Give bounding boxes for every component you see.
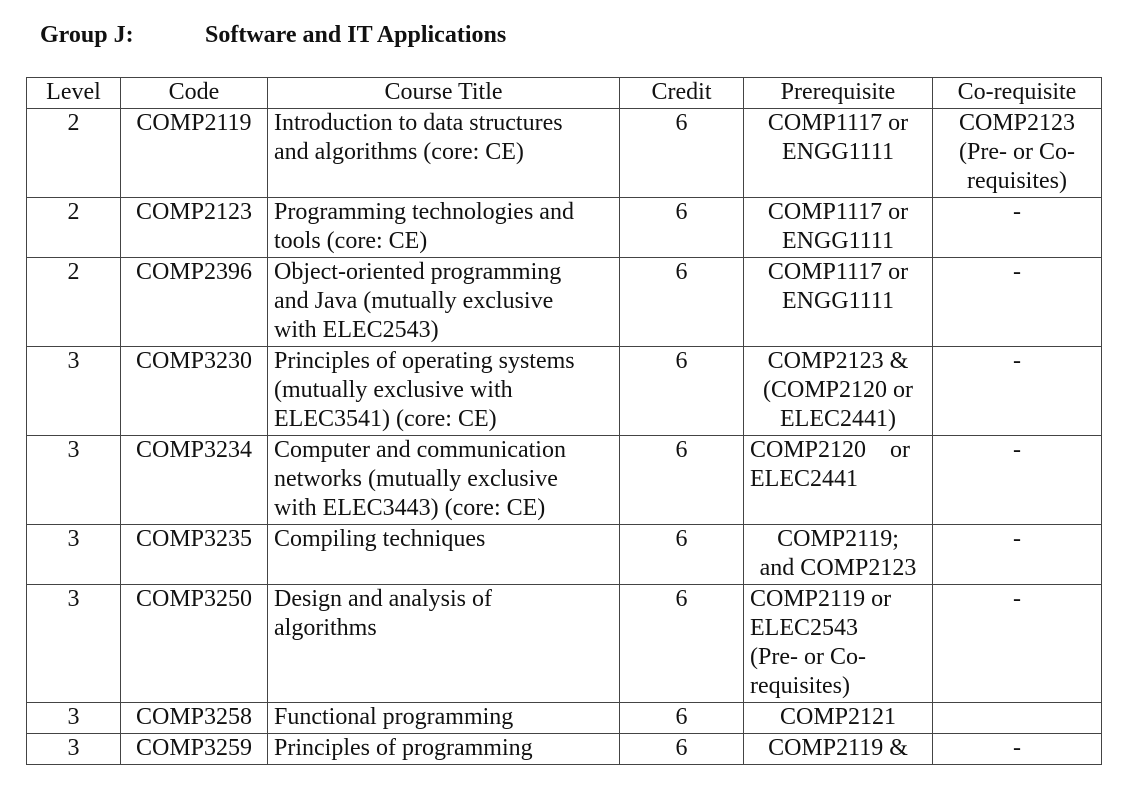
level-cell: 3 <box>27 703 121 734</box>
corequisite-cell: - <box>933 198 1102 258</box>
credit-cell: 6 <box>620 258 744 347</box>
corequisite-cell: - <box>933 734 1102 765</box>
column-header-code: Code <box>121 78 268 109</box>
corequisite-cell <box>933 703 1102 734</box>
group-heading <box>40 20 506 50</box>
credit-cell: 6 <box>620 734 744 765</box>
prerequisite-cell: COMP2119; and COMP2123 <box>744 525 933 585</box>
credit-cell: 6 <box>620 525 744 585</box>
column-header-corequisite: Co-requisite <box>933 78 1102 109</box>
level-cell: 3 <box>27 734 121 765</box>
corequisite-cell: COMP2123 (Pre- or Co- requisites) <box>933 109 1102 198</box>
level-cell: 2 <box>27 258 121 347</box>
title-cell: Introduction to data structures and algorithms (core: CE) <box>268 109 620 198</box>
level-cell: 3 <box>27 347 121 436</box>
table-row <box>27 585 1102 703</box>
prerequisite-cell: COMP2120 or ELEC2441 <box>744 436 933 525</box>
code-cell: COMP3234 <box>121 436 268 525</box>
title-cell: Object-oriented programming and Java (mutually exclusive with ELEC2543) <box>268 258 620 347</box>
table-row <box>27 703 1102 734</box>
table-row <box>27 525 1102 585</box>
table-header-row <box>27 78 1102 109</box>
table-row <box>27 347 1102 436</box>
prerequisite-cell: COMP2121 <box>744 703 933 734</box>
course-table <box>26 77 1102 765</box>
title-cell: Compiling techniques <box>268 525 620 585</box>
title-cell: Computer and communication networks (mutually exclusive with ELEC3443) (core: CE) <box>268 436 620 525</box>
prerequisite-cell: COMP2119 or ELEC2543 (Pre- or Co- requisites) <box>744 585 933 703</box>
column-header-title: Course Title <box>268 78 620 109</box>
title-cell: Programming technologies and tools (core: CE) <box>268 198 620 258</box>
corequisite-cell: - <box>933 525 1102 585</box>
table-row <box>27 734 1102 765</box>
group-title: Software and IT Applications <box>205 22 507 48</box>
corequisite-cell: - <box>933 258 1102 347</box>
code-cell: COMP2123 <box>121 198 268 258</box>
table-row <box>27 198 1102 258</box>
prerequisite-cell: COMP2119 & <box>744 734 933 765</box>
code-cell: COMP3258 <box>121 703 268 734</box>
table-row <box>27 436 1102 525</box>
prerequisite-cell: COMP2123 & (COMP2120 or ELEC2441) <box>744 347 933 436</box>
column-header-level: Level <box>27 78 121 109</box>
prerequisite-cell: COMP1117 or ENGG1111 <box>744 258 933 347</box>
title-cell: Functional programming <box>268 703 620 734</box>
level-cell: 3 <box>27 525 121 585</box>
table-row <box>27 258 1102 347</box>
code-cell: COMP3230 <box>121 347 268 436</box>
title-cell: Design and analysis of algorithms <box>268 585 620 703</box>
code-cell: COMP3259 <box>121 734 268 765</box>
credit-cell: 6 <box>620 347 744 436</box>
level-cell: 3 <box>27 436 121 525</box>
table-row <box>27 109 1102 198</box>
group-label: Group J: <box>40 22 134 48</box>
code-cell: COMP2396 <box>121 258 268 347</box>
code-cell: COMP3250 <box>121 585 268 703</box>
level-cell: 2 <box>27 198 121 258</box>
level-cell: 3 <box>27 585 121 703</box>
code-cell: COMP2119 <box>121 109 268 198</box>
credit-cell: 6 <box>620 703 744 734</box>
title-cell: Principles of programming <box>268 734 620 765</box>
level-cell: 2 <box>27 109 121 198</box>
credit-cell: 6 <box>620 585 744 703</box>
credit-cell: 6 <box>620 198 744 258</box>
corequisite-cell: - <box>933 436 1102 525</box>
title-cell: Principles of operating systems (mutually exclusive with ELEC3541) (core: CE) <box>268 347 620 436</box>
credit-cell: 6 <box>620 109 744 198</box>
column-header-prerequisite: Prerequisite <box>744 78 933 109</box>
column-header-credit: Credit <box>620 78 744 109</box>
prerequisite-cell: COMP1117 or ENGG1111 <box>744 198 933 258</box>
code-cell: COMP3235 <box>121 525 268 585</box>
corequisite-cell: - <box>933 585 1102 703</box>
credit-cell: 6 <box>620 436 744 525</box>
prerequisite-cell: COMP1117 or ENGG1111 <box>744 109 933 198</box>
corequisite-cell: - <box>933 347 1102 436</box>
